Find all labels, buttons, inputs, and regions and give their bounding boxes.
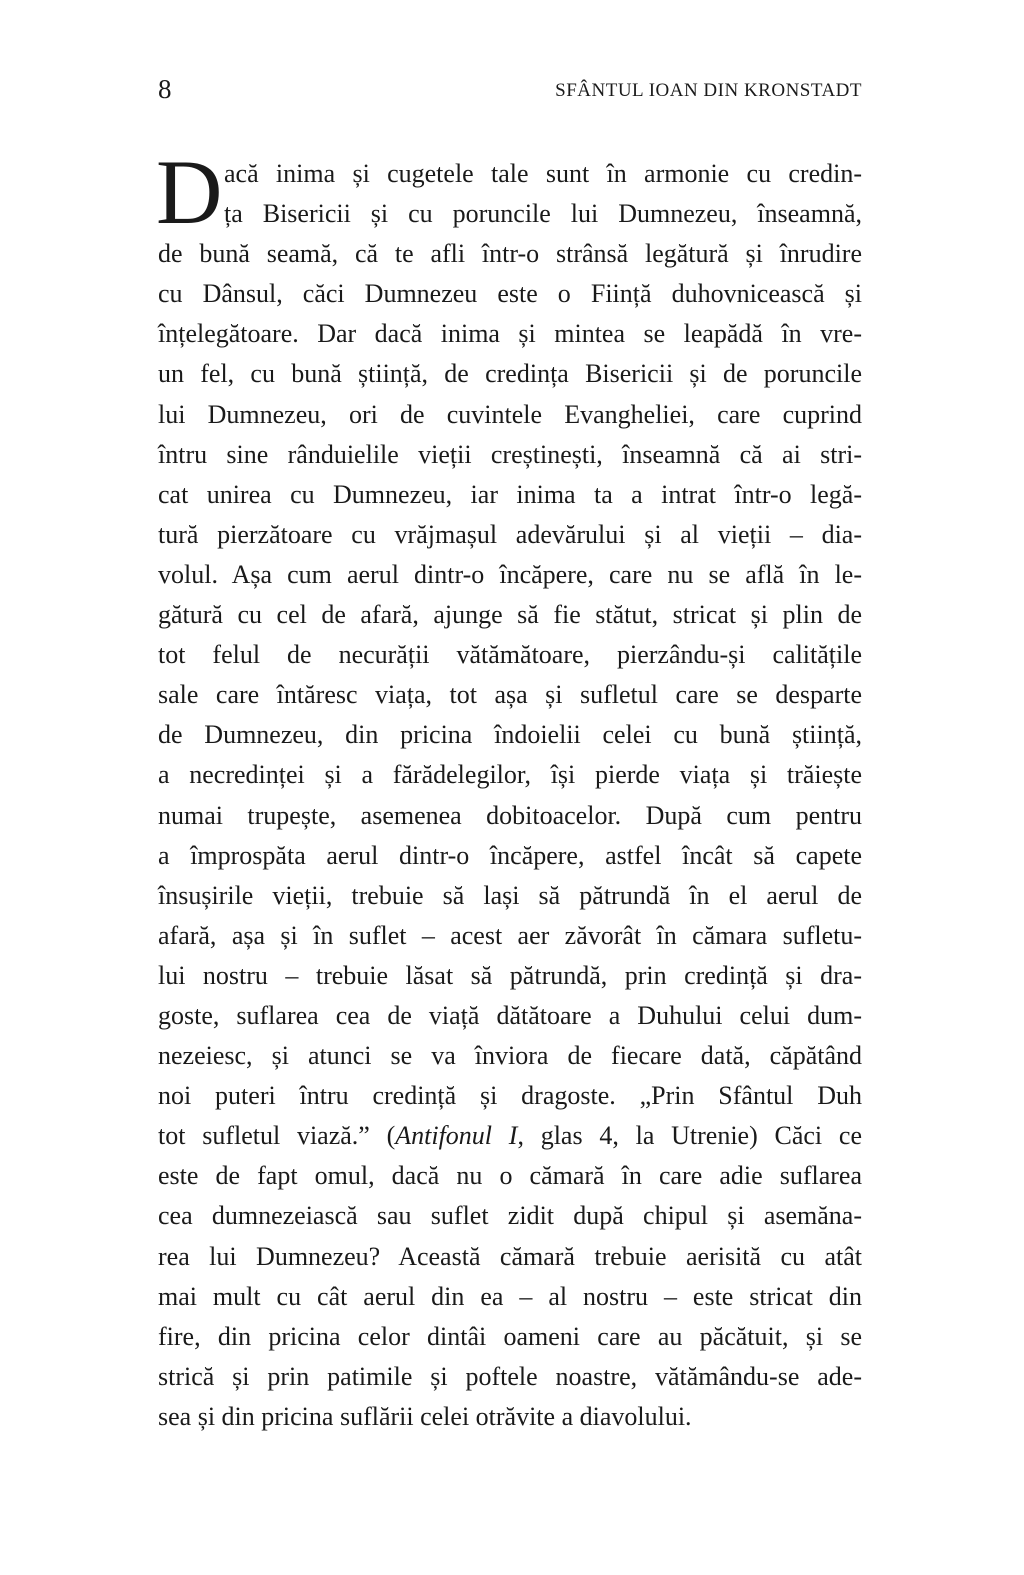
text-line: tură pierzătoare cu vrăjmașul adevărului și al vieții – dia-	[158, 519, 862, 549]
text-line: numai trupește, asemenea dobitoacelor. După cum pentru	[158, 800, 862, 830]
citation-after: , glas 4, la Utrenie) Căci ce	[517, 1121, 862, 1151]
text-line: a necredinței și a fărădelegilor, își pierde viața și trăiește	[158, 760, 862, 790]
text-line: strică și prin patimile și poftele noastre, vătămându-se ade-	[158, 1361, 862, 1391]
text-line: sale care întăresc viața, tot așa și sufletul care se desparte	[158, 680, 862, 710]
text-line: de bună seamă, că te afli într-o strânsă legătură și înrudire	[158, 239, 862, 269]
text-line: ța Bisericii și cu poruncile lui Dumnezeu, înseamnă,	[224, 199, 862, 229]
text-line: de Dumnezeu, din pricina îndoielii celei cu bună știință,	[158, 720, 862, 750]
text-line: întru sine rânduielile vieții creștinești, înseamnă că ai stri-	[158, 439, 862, 469]
text-line: este de fapt omul, dacă nu o cămară în care adie suflarea	[158, 1161, 862, 1191]
page-number: 8	[158, 74, 172, 104]
text-line: cu Dânsul, căci Dumnezeu este o Ființă duhovnicească și	[158, 279, 862, 309]
citation-line	[158, 1116, 862, 1156]
text-line: volul. Așa cum aerul dintr-o încăpere, care nu se află în le-	[158, 559, 862, 589]
text-line: a împrospăta aerul dintr-o încăpere, astfel încât să capete	[158, 840, 862, 870]
text-line: afară, așa și în suflet – acest aer zăvorât în cămara sufletu-	[158, 920, 862, 950]
text-line: înțelegătoare. Dar dacă inima și mintea se leapădă în vre-	[158, 319, 862, 349]
drop-cap: D	[156, 141, 223, 243]
text-line: gătură cu cel de afară, ajunge să fie stătut, stricat și plin de	[158, 600, 862, 630]
text-line: sea și din pricina suflării celei otrăvite a diavolului.	[158, 1401, 692, 1431]
body-text	[156, 141, 862, 1437]
citation-italic: Antifonul I	[395, 1121, 518, 1151]
text-line: rea lui Dumnezeu? Această cămară trebuie aerisită cu atât	[158, 1241, 862, 1271]
running-title: SFÂNTUL IOAN DIN KRONSTADT	[555, 80, 862, 101]
text-line: un fel, cu bună știință, de credința Bisericii și de poruncile	[158, 359, 862, 389]
text-line: lui nostru – trebuie lăsat să pătrundă, prin credință și dra-	[158, 960, 862, 990]
text-line: fire, din pricina celor dintâi oameni care au păcătuit, și se	[158, 1321, 862, 1351]
text-line: tot felul de necurății vătămătoare, pierzându-și calitățile	[158, 640, 862, 670]
text-line: cea dumnezeiască sau suflet zidit după chipul și asemăna-	[158, 1201, 862, 1231]
text-line: lui Dumnezeu, ori de cuvintele Evangheliei, care cuprind	[158, 399, 862, 429]
text-line: însușirile vieții, trebuie să lași să pătrundă în el aerul de	[158, 880, 862, 910]
text-line: noi puteri întru credință și dragoste. „Prin Sfântul Duh	[158, 1081, 862, 1111]
text-line: goste, suflarea cea de viață dătătoare a Duhului celui dum-	[158, 1000, 862, 1030]
text-line: cat unirea cu Dumnezeu, iar inima ta a intrat într-o legă-	[158, 479, 862, 509]
citation-before: tot sufletul viază.” (	[158, 1121, 396, 1151]
text-line: acă inima și cugetele tale sunt în armonie cu credin-	[224, 159, 862, 188]
text-line: nezeiesc, și atunci se va înviora de fiecare dată, căpătând	[158, 1041, 862, 1071]
text-line: mai mult cu cât aerul din ea – al nostru – este stricat din	[158, 1281, 862, 1311]
